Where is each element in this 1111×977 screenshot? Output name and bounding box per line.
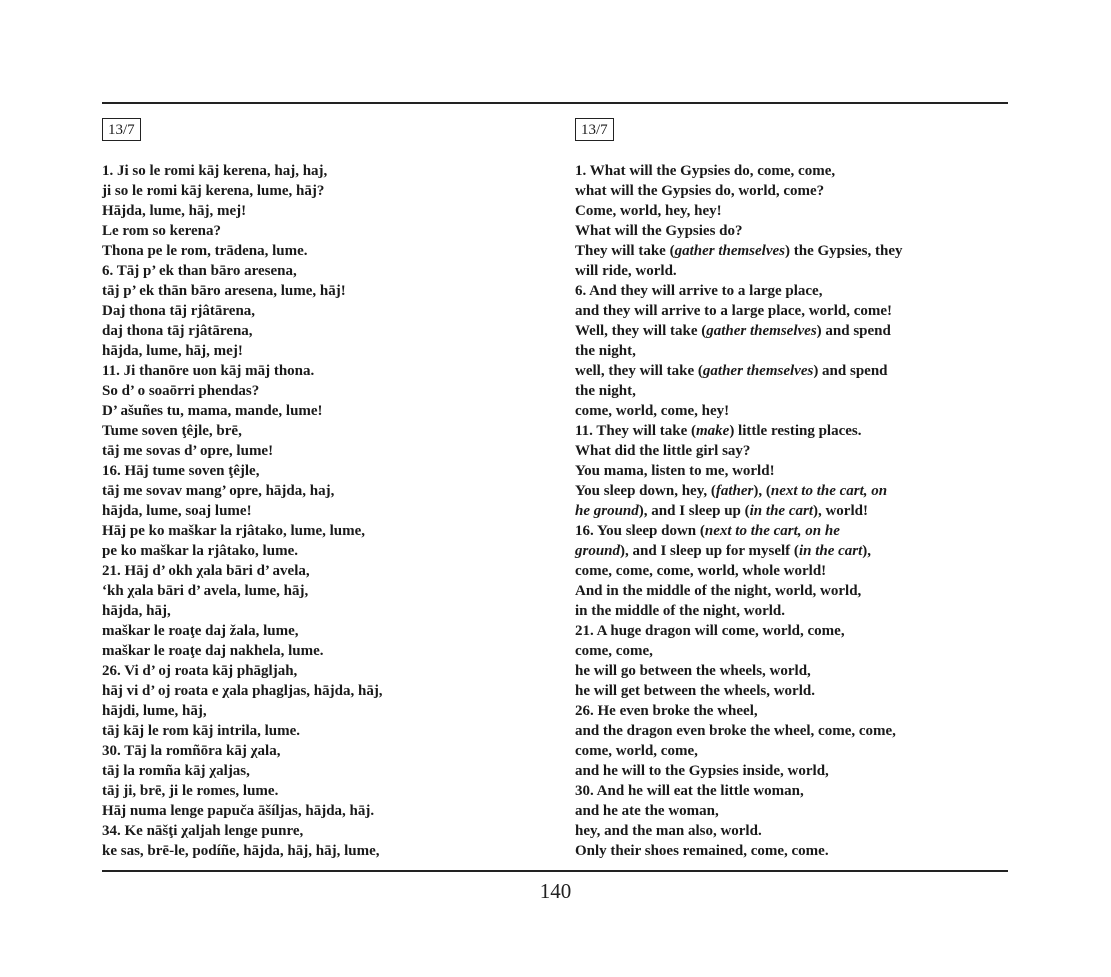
verse-line xyxy=(575,301,1008,321)
verse-line xyxy=(102,341,532,361)
italic-gloss: gather themselves xyxy=(706,323,817,339)
line-text: tāj p’ ek thān bāro aresena, lume, hāj! xyxy=(102,283,346,299)
verse-line xyxy=(102,841,532,861)
line-text: ke sas, brē-le, podíñe, hājda, hāj, hāj, lume, xyxy=(102,843,380,859)
line-text: tāj kāj le rom kāj intrila, lume. xyxy=(102,723,301,739)
verse-line xyxy=(575,221,1008,241)
verse-line xyxy=(102,381,532,401)
verse-line xyxy=(575,441,1008,461)
verse-line xyxy=(102,821,532,841)
line-text: pe ko maškar la rjâtako, lume. xyxy=(102,543,298,559)
italic-gloss: gather themselves xyxy=(702,363,814,379)
line-text: ) little resting places. xyxy=(729,423,862,439)
line-text: Daj thona tāj rjâtārena, xyxy=(102,303,256,319)
verse-line xyxy=(102,521,532,541)
line-text: he will get between the wheels, world. xyxy=(575,683,815,699)
line-text: 6. Tāj p’ ek than bāro aresena, xyxy=(102,263,297,279)
verse-line xyxy=(575,781,1008,801)
line-text: Come, world, hey, hey! xyxy=(575,203,722,219)
verse-line xyxy=(102,661,532,681)
line-text: 21. Hāj d’ okh χala bāri d’ avela, xyxy=(102,563,310,579)
line-text: Hājda, lume, hāj, mej! xyxy=(102,203,247,219)
verse-line xyxy=(102,601,532,621)
verse-line xyxy=(102,241,532,261)
line-text: what will the Gypsies do, world, come? xyxy=(575,183,825,199)
line-text: You sleep down, hey, ( xyxy=(575,483,716,499)
italic-gloss: in the cart xyxy=(798,543,863,559)
line-text: ji so le romi kāj kerena, lume, hāj? xyxy=(102,183,325,199)
verse-line xyxy=(102,621,532,641)
line-text: in the middle of the night, world. xyxy=(575,603,786,619)
line-text: 16. Hāj tume soven ţêjle, xyxy=(102,463,260,479)
verse-line xyxy=(102,301,532,321)
verse-line xyxy=(102,741,532,761)
top-rule xyxy=(102,102,1008,104)
line-text: come, come, xyxy=(575,643,653,659)
verse-line xyxy=(102,721,532,741)
verse-line xyxy=(575,601,1008,621)
line-text: Hāj pe ko maškar la rjâtako, lume, lume, xyxy=(102,523,366,539)
line-text: What will the Gypsies do? xyxy=(575,223,743,239)
line-text: tāj ji, brē, ji le romes, lume. xyxy=(102,783,279,799)
verse-line xyxy=(575,801,1008,821)
line-text: tāj me sovas d’ opre, lume! xyxy=(102,443,274,459)
line-text: Le rom so kerena? xyxy=(102,223,222,239)
verse-line xyxy=(575,381,1008,401)
italic-gloss: next to the cart, on he xyxy=(704,523,840,539)
line-text: tāj me sovav mang’ opre, hājda, haj, xyxy=(102,483,335,499)
line-text: hājdi, lume, hāj, xyxy=(102,703,207,719)
verse-line xyxy=(102,361,532,381)
line-text: Hāj numa lenge papuča āšíljas, hājda, hāj. xyxy=(102,803,375,819)
line-text: ), ( xyxy=(753,483,771,499)
verse-line xyxy=(102,541,532,561)
line-text: 11. Ji thanōre uon kāj māj thona. xyxy=(102,363,315,379)
line-text: 6. And they will arrive to a large place, xyxy=(575,283,823,299)
verse-line xyxy=(575,821,1008,841)
line-text: 11. They will take ( xyxy=(575,423,696,439)
line-text: and they will arrive to a large place, world, come! xyxy=(575,303,893,319)
verse-line xyxy=(575,541,1008,561)
verse-line xyxy=(102,441,532,461)
verse-line xyxy=(575,501,1008,521)
verse-line xyxy=(575,401,1008,421)
verse-line xyxy=(575,581,1008,601)
line-text: Tume soven ţêjle, brē, xyxy=(102,423,242,439)
verse-line xyxy=(575,421,1008,441)
verse-line xyxy=(575,561,1008,581)
verse-line xyxy=(575,681,1008,701)
verse-line xyxy=(575,201,1008,221)
verse-line xyxy=(575,341,1008,361)
bottom-rule xyxy=(102,870,1008,872)
line-text: hājda, lume, soaj lume! xyxy=(102,503,252,519)
line-text: ), xyxy=(862,543,872,559)
verse-line xyxy=(575,641,1008,661)
verse-line xyxy=(575,321,1008,341)
line-text: the night, xyxy=(575,343,636,359)
verse-line xyxy=(102,181,532,201)
line-text: he will go between the wheels, world, xyxy=(575,663,811,679)
line-text: 21. A huge dragon will come, world, come, xyxy=(575,623,845,639)
line-text: hāj vi d’ oj roata e χala phagljas, hājda, hāj, xyxy=(102,683,383,699)
line-text: ), world! xyxy=(812,503,868,519)
verse-line xyxy=(102,581,532,601)
verse-line xyxy=(102,281,532,301)
line-text: hājda, lume, hāj, mej! xyxy=(102,343,243,359)
verse-line xyxy=(575,761,1008,781)
verse-line xyxy=(102,321,532,341)
italic-gloss: ground xyxy=(575,543,621,559)
line-text: ) and spend xyxy=(813,363,888,379)
song-number-label: 13/7 xyxy=(575,118,614,141)
verse-line xyxy=(102,261,532,281)
line-text: the night, xyxy=(575,383,636,399)
line-text: And in the middle of the night, world, world, xyxy=(575,583,862,599)
verse-line xyxy=(102,501,532,521)
italic-gloss: in the cart xyxy=(749,503,813,519)
line-text: ) the Gypsies, they xyxy=(785,243,903,259)
line-text: and he ate the woman, xyxy=(575,803,719,819)
verse-line xyxy=(102,401,532,421)
line-text: 16. You sleep down ( xyxy=(575,523,705,539)
original-lyrics xyxy=(102,161,532,861)
line-text: ) and spend xyxy=(816,323,891,339)
line-text: D’ ašuñes tu, mama, mande, lume! xyxy=(102,403,323,419)
italic-gloss: next to the cart, on xyxy=(770,483,888,499)
verse-line xyxy=(102,201,532,221)
verse-line xyxy=(575,661,1008,681)
line-text: will ride, world. xyxy=(575,263,677,279)
line-text: ‘kh χala bāri d’ avela, lume, hāj, xyxy=(102,583,309,599)
verse-line xyxy=(575,741,1008,761)
line-text: You mama, listen to me, world! xyxy=(575,463,775,479)
verse-line xyxy=(575,841,1008,861)
left-column-original-text xyxy=(102,118,532,861)
line-text: maškar le roaţe daj žala, lume, xyxy=(102,623,299,639)
line-text: come, world, come, xyxy=(575,743,698,759)
verse-line xyxy=(102,761,532,781)
verse-line xyxy=(575,261,1008,281)
line-text: 34. Ke nāšţi χaljah lenge punre, xyxy=(102,823,304,839)
verse-line xyxy=(575,521,1008,541)
verse-line xyxy=(102,781,532,801)
line-text: ), and I sleep up ( xyxy=(638,503,750,519)
verse-line xyxy=(102,161,532,181)
italic-gloss: gather themselves xyxy=(674,243,785,259)
song-number-label: 13/7 xyxy=(102,118,141,141)
line-text: So d’ o soaōrri phendas? xyxy=(102,383,260,399)
page-number: 140 xyxy=(539,879,572,903)
verse-line xyxy=(575,361,1008,381)
verse-line xyxy=(575,701,1008,721)
line-text: What did the little girl say? xyxy=(575,443,751,459)
verse-line xyxy=(575,461,1008,481)
verse-line xyxy=(575,241,1008,261)
right-column-translation xyxy=(575,118,1008,861)
line-text: and the dragon even broke the wheel, come, come, xyxy=(575,723,896,739)
line-text: 30. Tāj la romñōra kāj χala, xyxy=(102,743,281,759)
verse-line xyxy=(102,701,532,721)
line-text: Thona pe le rom, trādena, lume. xyxy=(102,243,308,259)
verse-line xyxy=(102,641,532,661)
line-text: daj thona tāj rjâtārena, xyxy=(102,323,253,339)
line-text: come, come, come, world, whole world! xyxy=(575,563,827,579)
line-text: 26. Vi d’ oj roata kāj phāgljah, xyxy=(102,663,298,679)
verse-line xyxy=(102,461,532,481)
line-text: 26. He even broke the wheel, xyxy=(575,703,758,719)
italic-gloss: he ground xyxy=(575,503,639,519)
verse-line xyxy=(575,621,1008,641)
line-text: maškar le roaţe daj nakhela, lume. xyxy=(102,643,324,659)
verse-line xyxy=(102,561,532,581)
line-text: come, world, come, hey! xyxy=(575,403,730,419)
line-text: ), and I sleep up for myself ( xyxy=(620,543,799,559)
line-text: Well, they will take ( xyxy=(575,323,707,339)
verse-line xyxy=(575,181,1008,201)
verse-line xyxy=(575,481,1008,501)
italic-gloss: father xyxy=(715,483,754,499)
verse-line xyxy=(102,681,532,701)
line-text: and he will to the Gypsies inside, world, xyxy=(575,763,829,779)
line-text: hey, and the man also, world. xyxy=(575,823,762,839)
line-text: hājda, hāj, xyxy=(102,603,171,619)
italic-gloss: make xyxy=(695,423,730,439)
line-text: 1. What will the Gypsies do, come, come, xyxy=(575,163,836,179)
line-text: tāj la romña kāj χaljas, xyxy=(102,763,250,779)
verse-line xyxy=(102,481,532,501)
verse-line xyxy=(102,221,532,241)
verse-line xyxy=(102,801,532,821)
verse-line xyxy=(575,161,1008,181)
line-text: 1. Ji so le romi kāj kerena, haj, haj, xyxy=(102,163,328,179)
line-text: well, they will take ( xyxy=(575,363,703,379)
line-text: They will take ( xyxy=(575,243,675,259)
line-text: Only their shoes remained, come, come. xyxy=(575,843,829,859)
verse-line xyxy=(575,721,1008,741)
verse-line xyxy=(575,281,1008,301)
line-text: 30. And he will eat the little woman, xyxy=(575,783,804,799)
translated-lyrics xyxy=(575,161,1008,861)
verse-line xyxy=(102,421,532,441)
